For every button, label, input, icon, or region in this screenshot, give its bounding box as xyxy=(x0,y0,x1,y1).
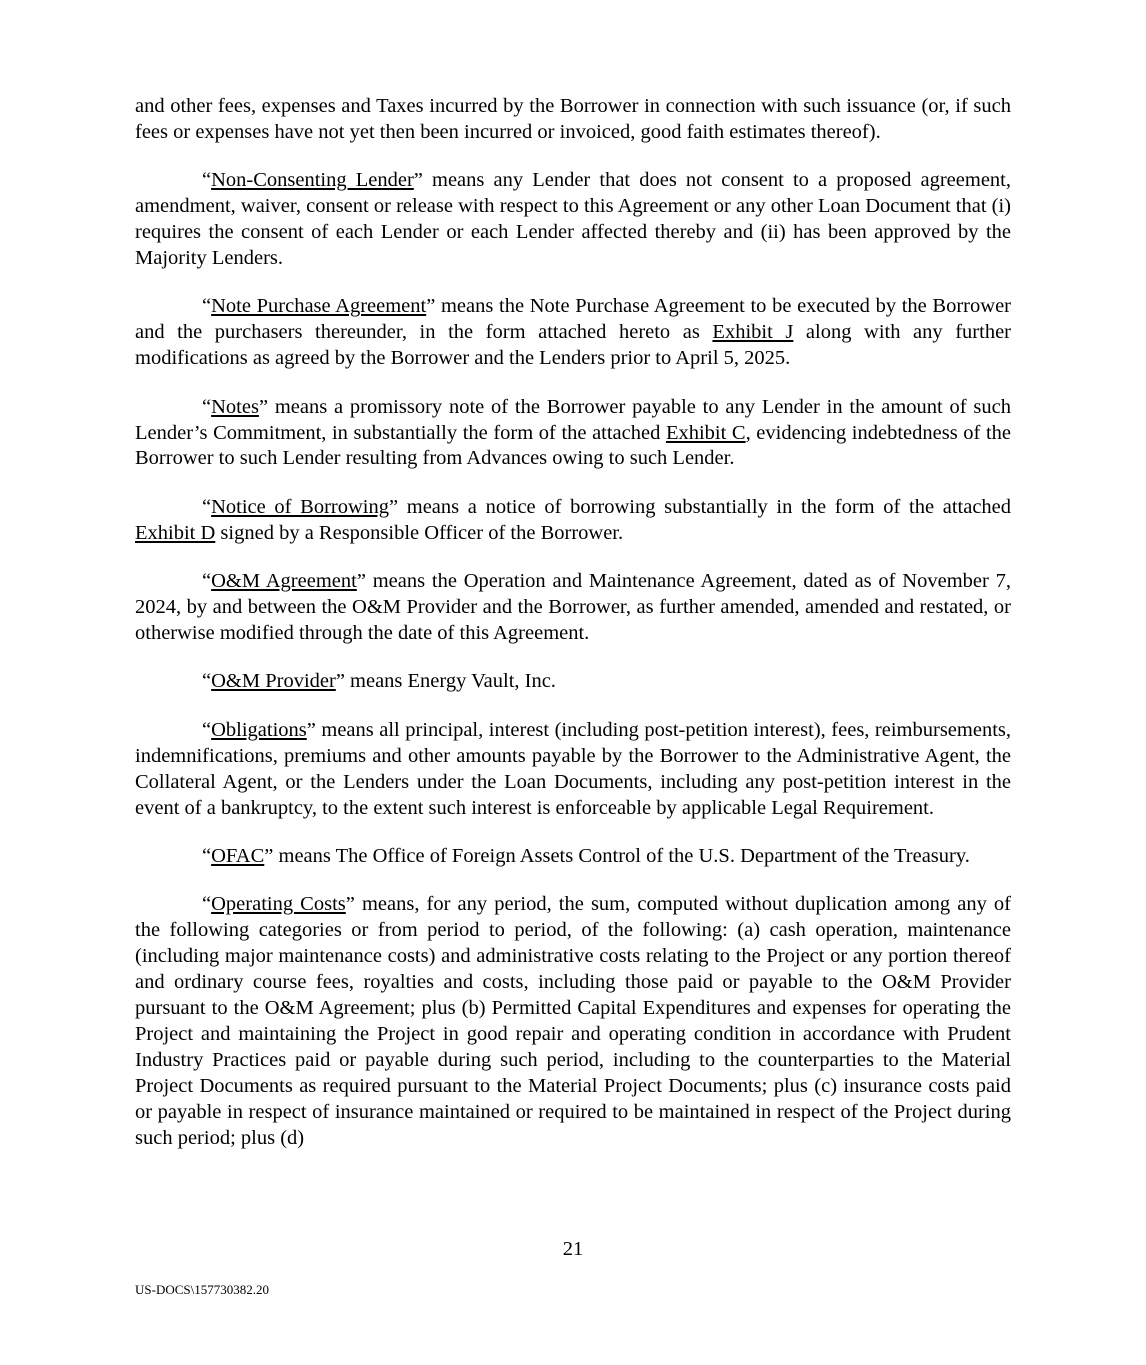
defined-term: Note Purchase Agreement xyxy=(211,295,427,318)
exhibit-reference: Exhibit J xyxy=(712,321,794,344)
definition-text: signed by a Responsible Officer of the Borrower. xyxy=(215,521,624,544)
continuation-paragraph xyxy=(135,94,1011,146)
open-quote: “ xyxy=(202,395,212,418)
page-body xyxy=(135,94,1011,1174)
definition-text: ” means all principal, interest (including post-petition interest), fees, reimbursements, indemnifications, premiums and other amounts payable by the Borrower to the Administrative Agent, the Collateral Agent, or the Lenders under the Loan Documents, including any post-petition interest in the event of a bankruptcy, to the extent such interest is enforceable by applicable Legal Requirement. xyxy=(135,718,1011,819)
page-number: 21 xyxy=(562,1238,584,1260)
open-quote: “ xyxy=(202,670,212,693)
defined-term: Operating Costs xyxy=(211,893,346,916)
definition-text: ” means, for any period, the sum, computed without duplication among any of the following categories or from period to period, of the following: (a) cash operation, maintenance (including major maintenance costs) and administrative costs relating to the Project or any portion thereof and ordinary course fees, royalties and costs, including those paid or payable to the O&M Provider pursuant to the O&M Agreement; plus (b) Permitted Capital Expenditures and expenses for operating the Project and maintaining the Project in good repair and operating condition in accordance with Prudent Industry Practices paid or payable during such period, including to the counterparties to the Material Project Documents as required pursuant to the Material Project Documents; plus (c) insurance costs paid or payable in respect of insurance maintained or required to be maintained in respect of the Project during such period; plus (d) xyxy=(135,893,1011,1149)
definition-om-provider xyxy=(135,669,1011,695)
definition-non-consenting-lender xyxy=(135,168,1011,272)
definition-text: ” means The Office of Foreign Assets Control of the U.S. Department of the Treasury. xyxy=(264,844,970,867)
open-quote: “ xyxy=(202,718,212,741)
definition-text: along with any further modifications as agreed by the Borrower and the Lenders prior to April 5, 2025. xyxy=(135,321,1012,370)
defined-term: O&M Agreement xyxy=(211,570,357,593)
definition-om-agreement xyxy=(135,569,1011,647)
open-quote: “ xyxy=(202,570,212,593)
continuation-text: and other fees, expenses and Taxes incurred by the Borrower in connection with such issuance (or, if such fees or expenses have not yet then been incurred or invoiced, good faith estimates thereof). xyxy=(135,95,1011,143)
definition-text: ” means the Note Purchase Agreement to be executed by the Borrower and the purchasers thereunder, in the form attached hereto as xyxy=(135,295,1011,344)
open-quote: “ xyxy=(202,295,212,318)
defined-term: O&M Provider xyxy=(211,670,336,693)
exhibit-reference: Exhibit D xyxy=(135,521,216,544)
definition-operating-costs xyxy=(135,892,1011,1151)
definition-text: ” means the Operation and Maintenance Agreement, dated as of November 7, 2024, by and between the O&M Provider and the Borrower, as further amended, amended and restated, or otherwise modified through the date of this Agreement. xyxy=(135,570,1011,644)
definition-note-purchase-agreement xyxy=(135,294,1011,372)
definition-text: ” means a promissory note of the Borrower payable to any Lender in the amount of such Lender’s Commitment, in substantially the form of the attached xyxy=(135,395,1011,444)
open-quote: “ xyxy=(202,844,212,867)
definition-ofac xyxy=(135,844,1011,870)
document-id: US-DOCS\157730382.20 xyxy=(135,1282,269,1297)
definition-notice-of-borrowing xyxy=(135,495,1011,547)
definition-text: ” means Energy Vault, Inc. xyxy=(335,670,556,693)
open-quote: “ xyxy=(202,169,212,192)
defined-term: OFAC xyxy=(211,844,265,867)
exhibit-reference: Exhibit C xyxy=(665,421,746,444)
defined-term: Obligations xyxy=(211,718,307,741)
defined-term: Notes xyxy=(211,395,259,418)
definition-text: , evidencing indebtedness of the Borrower to such Lender resulting from Advances owing to such Lender. xyxy=(135,421,1011,470)
open-quote: “ xyxy=(202,495,212,518)
defined-term: Non-Consenting Lender xyxy=(211,169,414,192)
definition-obligations xyxy=(135,718,1011,822)
open-quote: “ xyxy=(202,893,212,916)
definition-text: ” means any Lender that does not consent to a proposed agreement, amendment, waiver, consent or release with respect to this Agreement or any other Loan Document that (i) requires the consent of each Lender or each Lender affected thereby and (ii) has been approved by the Majority Lenders. xyxy=(135,169,1011,270)
definition-notes xyxy=(135,395,1011,473)
definition-text: ” means a notice of borrowing substantially in the form of the attached xyxy=(389,495,1012,518)
defined-term: Notice of Borrowing xyxy=(211,495,389,518)
